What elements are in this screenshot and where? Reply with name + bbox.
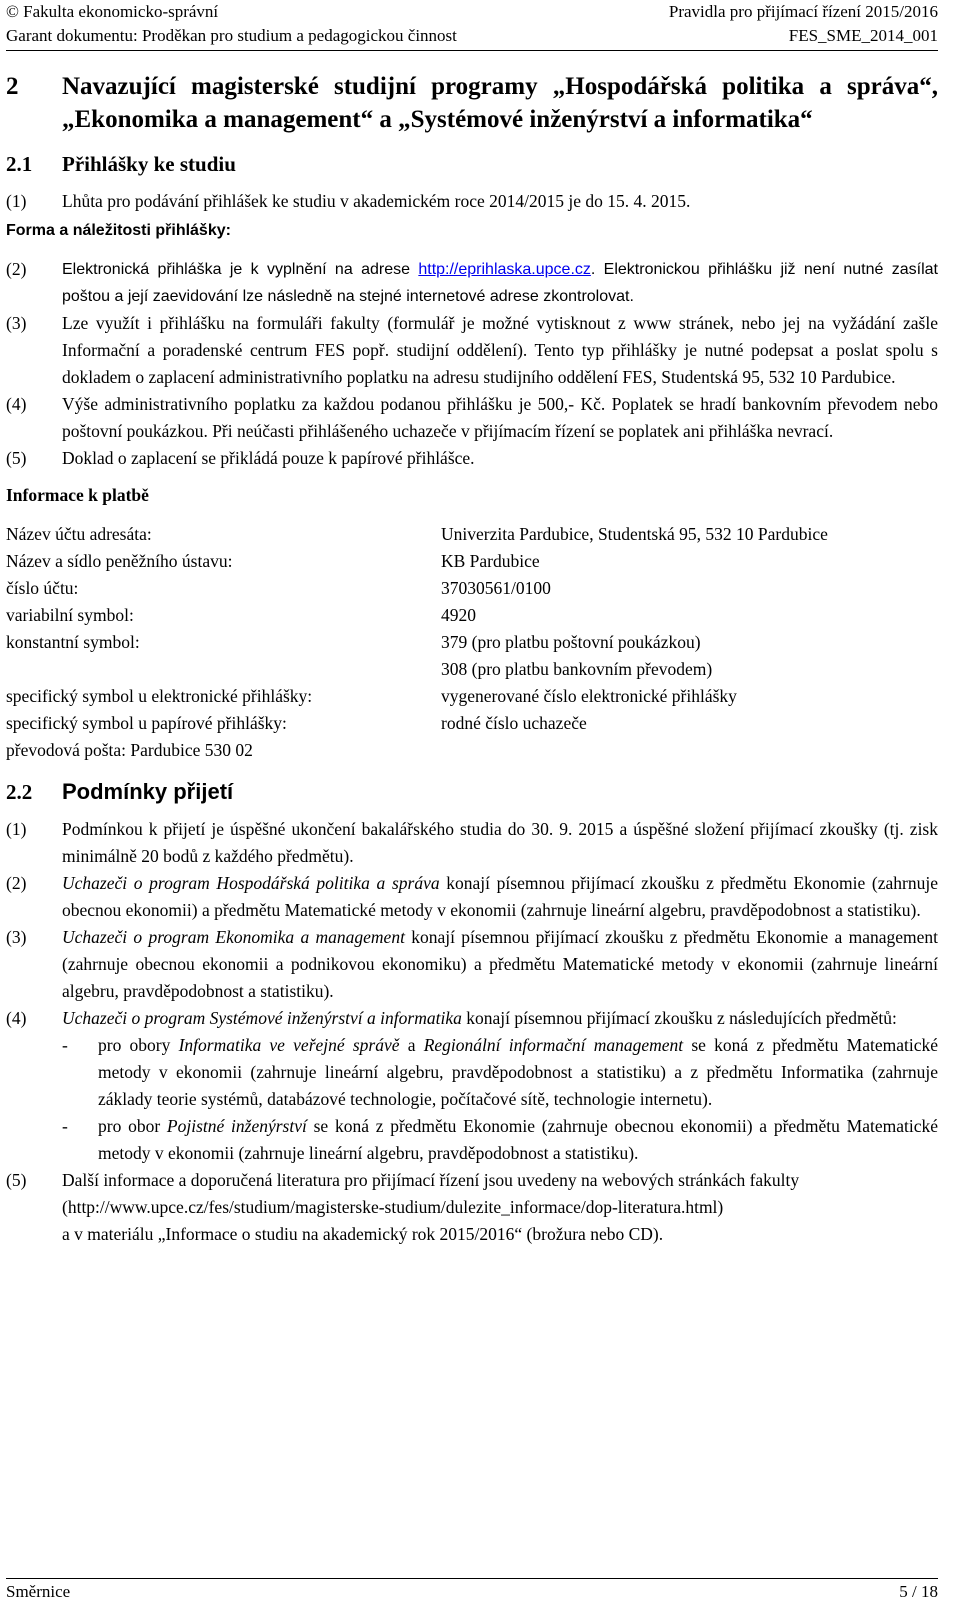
paragraph-text: Výše administrativního poplatku za každou podanou přihlášku je 500,- Kč. Poplatek se hradí bankovním převodem nebo poštovní poukázkou. Při neúčasti přihlášeného uchazeče v přijímacím řízení se poplatek ani přihláška nevrací. xyxy=(62,394,938,441)
paragraph xyxy=(6,870,938,924)
header-doc-title: Pravidla pro přijímací řízení 2015/2016 xyxy=(668,2,938,21)
section-title: Navazující magisterské studijní programy „Hospodářská politika a správa“, „Ekonomika a management“ a „Systémové inženýrství a informatika“ xyxy=(62,73,938,133)
list-item-text xyxy=(98,1113,938,1167)
field-name: Pojistné inženýrství xyxy=(166,1116,307,1136)
field-name: Informatika ve veřejné správě xyxy=(178,1035,400,1055)
text-span: pro obory xyxy=(98,1035,179,1055)
text-span: Elektronická přihláška je k vyplnění na adrese xyxy=(62,261,419,278)
program-name: Uchazeči o program Hospodářská politika a správa xyxy=(62,873,440,893)
payment-value: 308 (pro platbu bankovním převodem) xyxy=(441,659,713,679)
page-footer xyxy=(6,1578,938,1605)
text-span: konají písemnou přijímací zkoušku z předmětu Ekonomie a management (zahrnuje obecnou ekonomii a podnikovou ekonomiku) a předmětu Matematické metody v ekonomii (zahrnuje lineární algebru, pravděpodobnost a statistiku). xyxy=(62,927,938,1001)
program-name: Uchazeči o program Ekonomika a management xyxy=(62,927,405,947)
paragraph-text xyxy=(62,1005,938,1032)
text-span: konají písemnou přijímací zkoušku z následujících předmětů: xyxy=(461,1008,897,1028)
payment-label: specifický symbol u elektronické přihlášky: xyxy=(6,686,313,706)
paragraph-text: Lhůta pro podávání přihlášek ke studiu v akademickém roce 2014/2015 je do 15. 4. 2015. xyxy=(62,191,691,211)
text-span: konají písemnou přijímací zkoušku z předmětu Ekonomie (zahrnuje obecnou ekonomii) a předmětu Matematické metody v ekonomii (zahrnuje lineární algebru, pravděpodobnost a statistiku). xyxy=(62,873,938,920)
payment-row xyxy=(6,629,828,656)
section-number: 2 xyxy=(6,73,19,100)
paragraph-text xyxy=(62,924,938,1005)
payment-label: specifický symbol u papírové přihlášky: xyxy=(6,713,287,733)
section-number: 2.2 xyxy=(6,780,33,804)
header-row-1 xyxy=(6,0,938,24)
field-name: Regionální informační management xyxy=(423,1035,684,1055)
payment-row xyxy=(6,602,828,629)
payment-row xyxy=(6,656,828,683)
program-name: Uchazeči o program Systémové inženýrství a informatika xyxy=(62,1008,462,1028)
payment-value: rodné číslo uchazeče xyxy=(441,713,587,733)
eprihlaska-link[interactable]: http://eprihlaska.upce.cz xyxy=(418,261,591,278)
paragraph xyxy=(6,310,938,391)
paragraph-text: Doklad o zaplacení se přikládá pouze k papírové přihlášce. xyxy=(62,448,475,468)
section-2-heading xyxy=(6,70,938,136)
paragraph xyxy=(6,816,938,870)
list-item xyxy=(62,1032,938,1113)
paragraph-number: (4) xyxy=(6,1008,27,1028)
payment-value: 37030561/0100 xyxy=(441,578,551,598)
payment-row xyxy=(6,710,828,737)
dash-bullet: - xyxy=(62,1035,68,1055)
payment-label: konstantní symbol: xyxy=(6,632,140,652)
payment-row xyxy=(6,737,828,764)
payment-label: číslo účtu: xyxy=(6,578,79,598)
payment-row xyxy=(6,521,828,548)
payment-label: Název a sídlo peněžního ústavu: xyxy=(6,551,233,571)
payment-row xyxy=(6,548,828,575)
paragraph-number: (3) xyxy=(6,927,27,947)
payment-label: Název účtu adresáta: xyxy=(6,524,152,544)
paragraph xyxy=(6,1167,938,1248)
text-span: se koná z předmětu Matematické metody v ekonomii (zahrnuje lineární algebru, pravděpodobnost a statistiku) a z předmětu Informatika (zahrnuje základy teorie systémů, databázové technologie, počítačové sítě, technologie internetu). xyxy=(98,1035,938,1109)
paragraph xyxy=(6,391,938,445)
text-span: a xyxy=(399,1035,424,1055)
text-span: a v materiálu „Informace o studiu na akademický rok 2015/2016“ (brožura nebo CD). xyxy=(62,1224,664,1244)
text-span: . Elektronickou přihlášku již není nutné zasílat poštou a její zaevidování lze následně na stejné internetové adrese zkontrolovat. xyxy=(62,261,938,305)
payment-label: variabilní symbol: xyxy=(6,605,134,625)
text-span: pro obor xyxy=(98,1116,167,1136)
header-doc-code: FES_SME_2014_001 xyxy=(788,26,938,45)
paragraph-number: (2) xyxy=(6,873,27,893)
paragraph-number: (1) xyxy=(6,191,27,211)
paragraph-text xyxy=(62,870,938,924)
paragraph xyxy=(6,445,938,472)
section-title: Přihlášky ke studiu xyxy=(62,152,236,176)
payment-label: převodová pošta: Pardubice 530 02 xyxy=(6,740,253,760)
paragraph-text xyxy=(62,1167,938,1248)
payment-heading: Informace k platbě xyxy=(6,485,149,505)
paragraph-text xyxy=(62,256,938,310)
paragraph-number: (5) xyxy=(6,1170,27,1190)
text-span: Další informace a doporučená literatura pro přijímací řízení jsou uvedeny na webových stránkách fakulty xyxy=(62,1170,800,1190)
payment-row xyxy=(6,575,828,602)
payment-value: 4920 xyxy=(441,605,476,625)
section-2-2-heading xyxy=(6,778,938,806)
subheading-form: Forma a náležitosti přihlášky: xyxy=(6,222,231,239)
text-span: se koná z předmětu Ekonomie (zahrnuje obecnou ekonomii) a předmětu Matematické metody v ekonomii (zahrnuje lineární algebru, pravděpodobnost a statistiku). xyxy=(98,1116,938,1163)
paragraph xyxy=(6,1005,938,1032)
paragraph-text: Podmínkou k přijetí je úspěšné ukončení bakalářského studia do 30. 9. 2015 a úspěšné složení přijímací zkoušky (tj. zisk minimálně 20 bodů z každého předmětu). xyxy=(62,819,938,866)
paragraph-number: (3) xyxy=(6,313,27,333)
header-faculty: © Fakulta ekonomicko-správní xyxy=(6,2,219,21)
paragraph xyxy=(6,188,938,215)
payment-table xyxy=(6,521,828,764)
paragraph xyxy=(6,924,938,1005)
paragraph-number: (1) xyxy=(6,819,27,839)
section-2-1-heading xyxy=(6,150,938,178)
list-item xyxy=(62,1113,938,1167)
header-row-2 xyxy=(6,24,938,51)
header-guarantor: Garant dokumentu: Proděkan pro studium a pedagogickou činnost xyxy=(6,26,457,45)
payment-value: KB Pardubice xyxy=(441,551,540,571)
literature-url: (http://www.upce.cz/fes/studium/magisterske-studium/dulezite_informace/dop-literatura.html) xyxy=(62,1197,724,1217)
dash-bullet: - xyxy=(62,1116,68,1136)
payment-value: 379 (pro platbu poštovní poukázkou) xyxy=(441,632,701,652)
section-title: Podmínky přijetí xyxy=(62,779,234,804)
payment-value: Univerzita Pardubice, Studentská 95, 532 10 Pardubice xyxy=(441,524,828,544)
payment-value: vygenerované číslo elektronické přihlášky xyxy=(441,686,737,706)
list-item-text xyxy=(98,1032,938,1113)
payment-row xyxy=(6,683,828,710)
paragraph-number: (5) xyxy=(6,448,27,468)
paragraph xyxy=(6,256,938,310)
paragraph-text: Lze využít i přihlášku na formuláři fakulty (formulář je možné vytisknout z www stránek, nebo jej na vyžádání zašle Informační a poradenské centrum FES popř. studijní oddělení). Tento typ přihlášky je nutné podepsat a poslat spolu s dokladem o zaplacení administrativního poplatku na adresu studijního oddělení FES, Studentská 95, 532 10 Pardubice. xyxy=(62,313,938,387)
payment-label xyxy=(6,656,441,683)
paragraph-number: (2) xyxy=(6,259,27,279)
document-body xyxy=(6,70,938,1248)
footer-doc-type: Směrnice xyxy=(6,1582,71,1601)
page-header xyxy=(6,0,938,51)
page-number: 5 / 18 xyxy=(899,1582,938,1601)
section-number: 2.1 xyxy=(6,152,33,176)
paragraph-number: (4) xyxy=(6,394,27,414)
